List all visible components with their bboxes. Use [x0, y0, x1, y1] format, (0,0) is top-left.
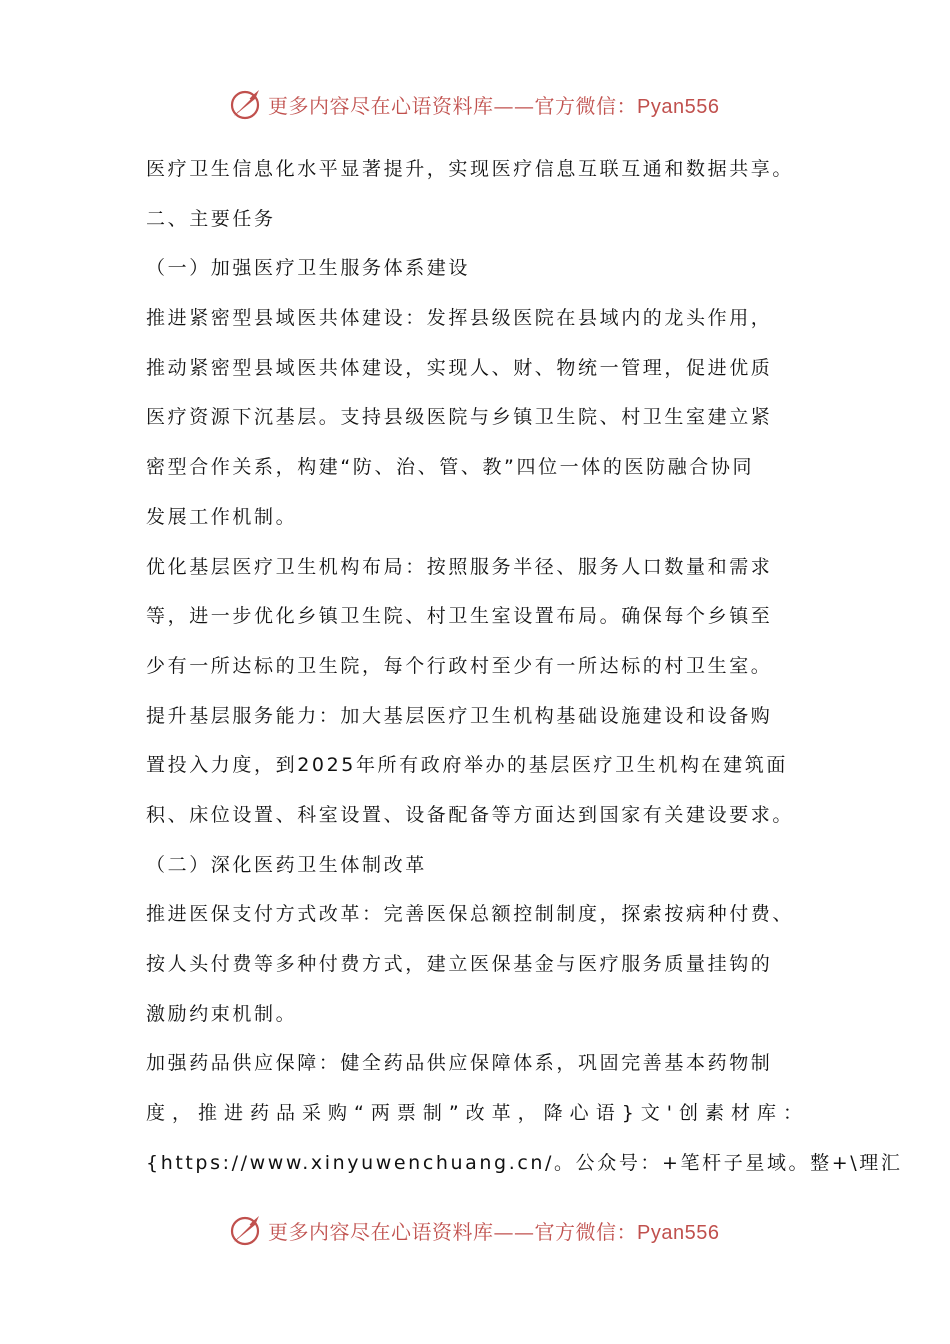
document-body: [146, 145, 903, 1188]
footer-tagline: 更多内容尽在心语资料库: [268, 1219, 494, 1244]
text-line: 置投入力度，到2025年所有政府举办的基层医疗卫生机构在建筑面: [146, 754, 788, 777]
quill-logo-icon: [228, 86, 264, 122]
text-line: 密型合作关系，构建“防、治、管、教”四位一体的医防融合协同: [146, 456, 755, 479]
section-heading: 二、主要任务: [146, 207, 276, 230]
text-line: {https://www.xinyuwenchuang.cn/。公众号：+笔杆子星域。整+\理汇: [146, 1151, 903, 1174]
text-line: 积、床位设置、科室设置、设备配备等方面达到国家有关建设要求。: [146, 803, 795, 826]
header-dash: ——: [493, 93, 535, 118]
header-banner-text: [268, 90, 719, 119]
text-line: 医疗资源下沉基层。支持县级医院与乡镇卫生院、村卫生室建立紧: [146, 406, 773, 429]
footer-dash: ——: [493, 1219, 535, 1244]
footer-banner: [228, 1210, 748, 1250]
header-contact-label: 官方微信：: [534, 93, 637, 118]
text-line: 少有一所达标的卫生院，每个行政村至少有一所达标的村卫生室。: [146, 654, 773, 677]
subsection-heading: （二）深化医药卫生体制改革: [146, 853, 427, 876]
text-line: 等，进一步优化乡镇卫生院、村卫生室设置布局。确保每个乡镇至: [146, 605, 773, 628]
quill-logo-icon: [228, 1212, 264, 1248]
text-line: 度，推进药品采购“两票制”改革，降心语}文'创素材库：: [146, 1102, 809, 1125]
text-line: 激励约束机制。: [146, 1002, 298, 1025]
footer-contact-id: Pyan556: [637, 1221, 720, 1244]
footer-banner-text: [268, 1216, 719, 1245]
text-line: 加强药品供应保障：健全药品供应保障体系，巩固完善基本药物制: [146, 1052, 773, 1075]
header-contact-id: Pyan556: [637, 95, 720, 118]
text-line: 按人头付费等多种付费方式，建立医保基金与医疗服务质量挂钩的: [146, 953, 773, 975]
text-line: 推进紧密型县域医共体建设：发挥县级医院在县域内的龙头作用，: [146, 307, 773, 330]
text-line: 优化基层医疗卫生机构布局：按照服务半径、服务人口数量和需求: [146, 555, 773, 578]
header-tagline: 更多内容尽在心语资料库: [268, 93, 494, 118]
header-banner: [228, 84, 748, 124]
text-line: 推动紧密型县域医共体建设，实现人、财、物统一管理，促进优质: [146, 356, 773, 379]
footer-contact-label: 官方微信：: [534, 1219, 637, 1244]
text-line: 医疗卫生信息化水平显著提升，实现医疗信息互联互通和数据共享。: [146, 158, 795, 180]
subsection-heading: （一）加强医疗卫生服务体系建设: [146, 257, 471, 280]
text-line: 发展工作机制。: [146, 505, 298, 528]
text-line: 推进医保支付方式改革：完善医保总额控制制度，探索按病种付费、: [146, 903, 795, 926]
text-line: 提升基层服务能力：加大基层医疗卫生机构基础设施建设和设备购: [146, 704, 773, 727]
